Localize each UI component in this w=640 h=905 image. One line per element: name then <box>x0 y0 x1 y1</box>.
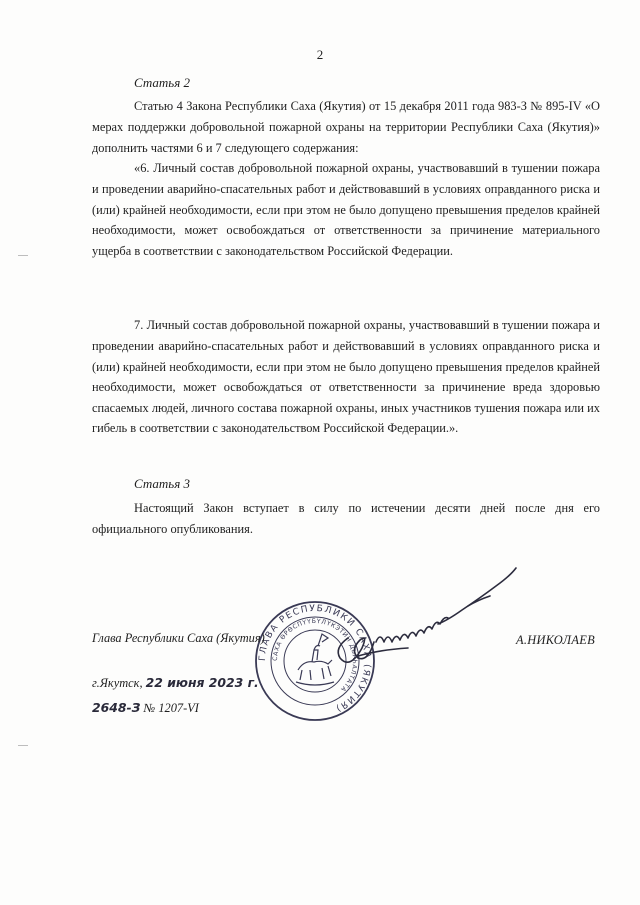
signatory-name: А.НИКОЛАЕВ <box>516 633 595 647</box>
seal-inner-text: САХА ӨРӨСПҮҮБҮЛҮКЭТИН ДЬАҺАЛТАТА <box>271 617 359 693</box>
scan-margin-mark <box>18 255 28 256</box>
seal-outer-text: ГЛАВА РЕСПУБЛИКИ САХА (ЯКУТИЯ) <box>257 603 373 714</box>
signatory-title: Глава Республики Саха (Якутия) <box>92 631 265 645</box>
article-3-heading: Статья 3 <box>134 476 190 491</box>
city: г.Якутск, <box>92 676 143 690</box>
handwritten-signature <box>318 560 538 680</box>
page-number: 2 <box>316 47 324 62</box>
handwritten-date: 22 июня 2023 г. <box>145 675 259 690</box>
handwritten-law-number: 2648-З <box>92 700 141 715</box>
article-3-text: Настоящий Закон вступает в силу по истечении десяти дней после дня его официального опубликования. <box>92 501 600 536</box>
place-and-date <box>92 675 259 691</box>
printed-law-number: № 1207-VI <box>143 701 199 715</box>
law-number <box>92 700 199 716</box>
article-2-heading: Статья 2 <box>134 75 190 90</box>
scan-margin-mark <box>18 745 28 746</box>
article-2-part-7: 7. Личный состав добровольной пожарной охраны, участвовавший в тушении пожара и проведении аварийно-спасательных работ и действовавший в условиях оправданного риска и (или) крайней необходимости, если при этом не было допущено превышения пределов крайней необходимости, может освобождаться от ответственности за причинение вреда здоровью спасаемых людей, личного состава пожарной охраны, иных участников тушения пожара или их гибель в соответствии с законодательством Российской Федерации.». <box>92 318 600 436</box>
article-2-part-6: «6. Личный состав добровольной пожарной охраны, участвовавший в тушении пожара и проведении аварийно-спасательных работ и действовавший в условиях оправданного риска и (или) крайней необходимости, если при этом не было допущено превышения пределов крайней необходимости, может освобождаться от ответственности за причинение материального ущерба в соответствии с законодательством Российской Федерации. <box>92 161 600 258</box>
article-2-intro: Статью 4 Закона Республики Саха (Якутия) от 15 декабря 2011 года 983-З № 895-IV «О мерах поддержки добровольной пожарной охраны на территории Республики Саха (Якутия)» дополнить частями 6 и 7 следующего содержания: <box>92 99 600 155</box>
